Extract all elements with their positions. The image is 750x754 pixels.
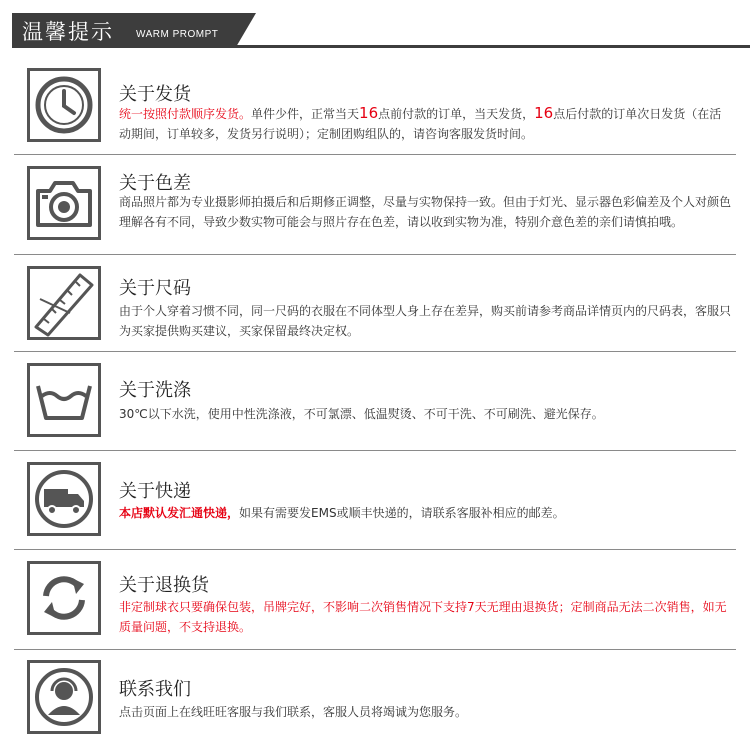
body-text: 非定制球衣只要确保包装，吊牌完好，不影响二次销售情况下支持7天无理由退换货；定制商品无法二次销售，如无质量问题，不支持退换。 (119, 600, 727, 634)
body-text: 点后付款的订单次日发货（在活动期间，订单较多，发货另行说明）；定制团购组队的，请咨询客服发货时间。 (119, 107, 722, 141)
section-body (119, 503, 731, 523)
section-body (119, 192, 731, 232)
divider (14, 549, 736, 550)
section-body (119, 597, 731, 637)
section-title: 关于退换货 (119, 575, 209, 596)
body-text: 由于个人穿着习惯不同，同一尺码的衣服在不同体型人身上存在差异，购买前请参考商品详情页内的尺码表，客服只为买家提供购买建议，买家保留最终决定权。 (119, 304, 732, 338)
customer-service-icon (27, 660, 101, 734)
section-body (119, 702, 731, 722)
body-text: 30℃以下水洗，使用中性洗涤液，不可氯漂、低温熨烫、不可干洗、不可刷洗、避光保存。 (119, 407, 604, 421)
divider (14, 154, 736, 155)
body-text: 单件少件，正常当天 (251, 107, 360, 121)
header-title: 温馨提示 (22, 20, 114, 44)
camera-icon (27, 166, 101, 240)
body-text: 点击页面上在线旺旺客服与我们联系，客服人员将竭诚为您服务。 (119, 705, 468, 719)
delivery-truck-icon (27, 462, 101, 536)
body-text: 16 (534, 104, 554, 122)
body-text: 如果有需要发EMS或顺丰快递的，请联系客服补相应的邮差。 (239, 506, 565, 520)
section-body (119, 103, 731, 144)
section-title: 关于色差 (119, 173, 191, 194)
section-title: 关于发货 (119, 84, 191, 105)
section-title: 关于尺码 (119, 278, 191, 299)
body-text: 本店默认发汇通快递， (119, 506, 240, 520)
divider (14, 254, 736, 255)
exchange-arrows-icon (27, 561, 101, 635)
body-text: 16 (359, 104, 379, 122)
section-title: 联系我们 (119, 679, 191, 700)
section-body (119, 404, 731, 424)
header-underline (12, 45, 750, 48)
section-body (119, 301, 731, 341)
page-header (0, 0, 750, 50)
body-text: 点前付款的订单，当天发货， (378, 107, 535, 121)
divider (14, 351, 736, 352)
clock-icon (27, 68, 101, 142)
wash-basin-icon (27, 363, 101, 437)
header-subtitle: WARM PROMPT (136, 29, 219, 40)
body-text: 商品照片都为专业摄影师拍摄后和后期修正调整，尽量与实物保持一致。但由于灯光、显示器色彩偏差及个人对颜色理解各有不同，导致少数实物可能会与照片存在色差，请以收到实物为准，特别介意色差的亲们请慎拍哦。 (119, 195, 732, 229)
ruler-icon (27, 266, 101, 340)
section-title: 关于快递 (119, 481, 191, 502)
divider (14, 649, 736, 650)
section-title: 关于洗涤 (119, 380, 191, 401)
divider (14, 450, 736, 451)
body-text: 统一按照付款顺序发货。 (119, 107, 252, 121)
